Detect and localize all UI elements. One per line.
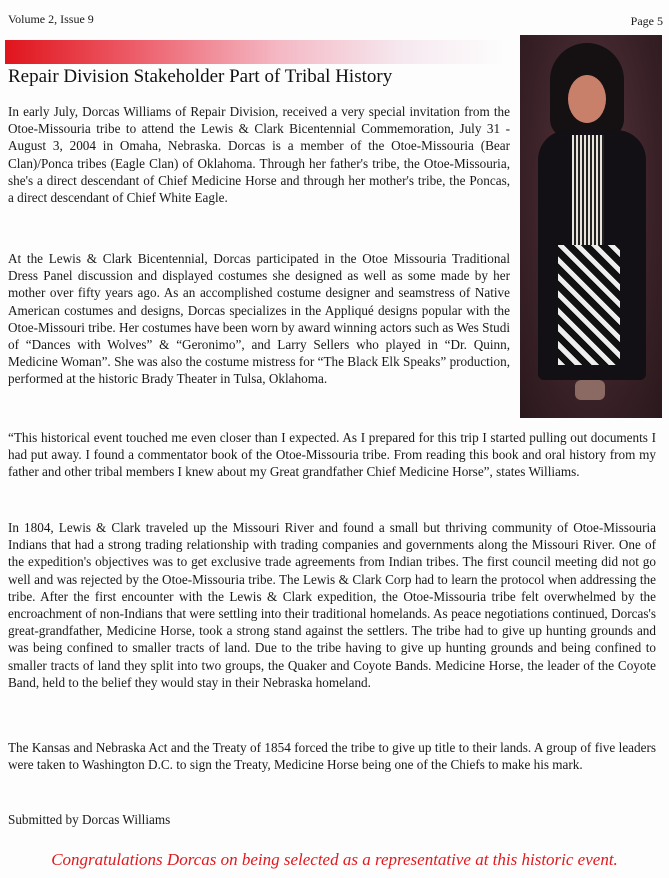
portrait-photo: [520, 35, 662, 418]
paragraph: At the Lewis & Clark Bicentennial, Dorcas participated in the Otoe Missouria Traditional Dress Panel discussion and displayed costumes she designed as well as some made by her mother over fifty years ago. As an accomplished costume designer and seamstress of Native American costumes and designs, Dorcas specializes in the Appliqué designs popular with the Otoe-Missouri tribe. Her costumes have been worn by award winning actors such as Wes Studi of “Dances with Wolves” & “Geronimo”, and Larry Sellers who played in “Dr. Quinn, Medicine Woman”. She was also the costume mistress for “The Black Elk Speaks” production, performed at the historic Brady Theater in Tulsa, Oklahoma.: [8, 251, 510, 387]
page-number: Page 5: [630, 14, 663, 28]
paragraph: “This historical event touched me even closer than I expected. As I prepared for this trip I started pulling out documents I had put away. I found a commentator book of the Otoe-Missouria tribe. From reading this book and oral history from my father and other tribal members I knew about my Great grandfather Chief Medicine Horse”, states Williams.: [8, 430, 656, 480]
red-header-band: [5, 40, 505, 64]
byline: Submitted by Dorcas Williams: [8, 812, 171, 827]
volume-issue: Volume 2, Issue 9: [8, 12, 94, 26]
paragraph: The Kansas and Nebraska Act and the Treaty of 1854 forced the tribe to give up title to their lands. A group of five leaders were taken to Washington D.C. to sign the Treaty, Medicine Horse being one of the Chiefs to make his mark.: [8, 740, 656, 773]
paragraph: In 1804, Lewis & Clark traveled up the Missouri River and found a small but thriving community of Otoe-Missouria Indians that had a strong trading relationship with trading companies and governments along the Missouri River. One of the expedition's objectives was to get exclusive trade agreements from Indian tribes. The first council meeting did not go well and was rejected by the Otoe-Missouria tribe. The Lewis & Clark Corp had to learn the protocol when addressing the tribe. After the first encounter with the Lewis & Clark expedition, the Otoe-Missouria tribe felt overwhelmed by the encroachment of non-Indians that were settling into their traditional homelands. As peace negotiations continued, Dorcas's great-grandfather, Medicine Horse, took a strong stand against the settlers. The tribe had to give up hunting grounds and was being confined to smaller tracts of land. Due to the tribe having to give up hunting grounds and being confined to smaller tracts of land they split into two groups, the Quaker and Coyote Bands. Medicine Horse, the leader of the Coyote Band, held to the belief they would stay in their Nebraska homeland.: [8, 520, 656, 690]
article-title: Repair Division Stakeholder Part of Tribal History: [8, 66, 393, 87]
paragraph: In early July, Dorcas Williams of Repair Division, received a very special invitation from the Otoe-Missouria tribe to attend the Lewis & Clark Bicentennial Commemoration, July 31 - August 3, 2004 in Omaha, Nebraska. Dorcas is a member of the Otoe-Missouria (Bear Clan)/Ponca tribes (Eagle Clan) of Oklahoma. Through her father's tribe, the Otoe-Missouria, she's a direct descendant of Chief Medicine Horse and through her mother's tribe, the Poncas, a direct descendant of Chief White Eagle.: [8, 104, 510, 206]
congratulations-note: Congratulations Dorcas on being selected as a representative at this historic event.: [51, 850, 618, 869]
